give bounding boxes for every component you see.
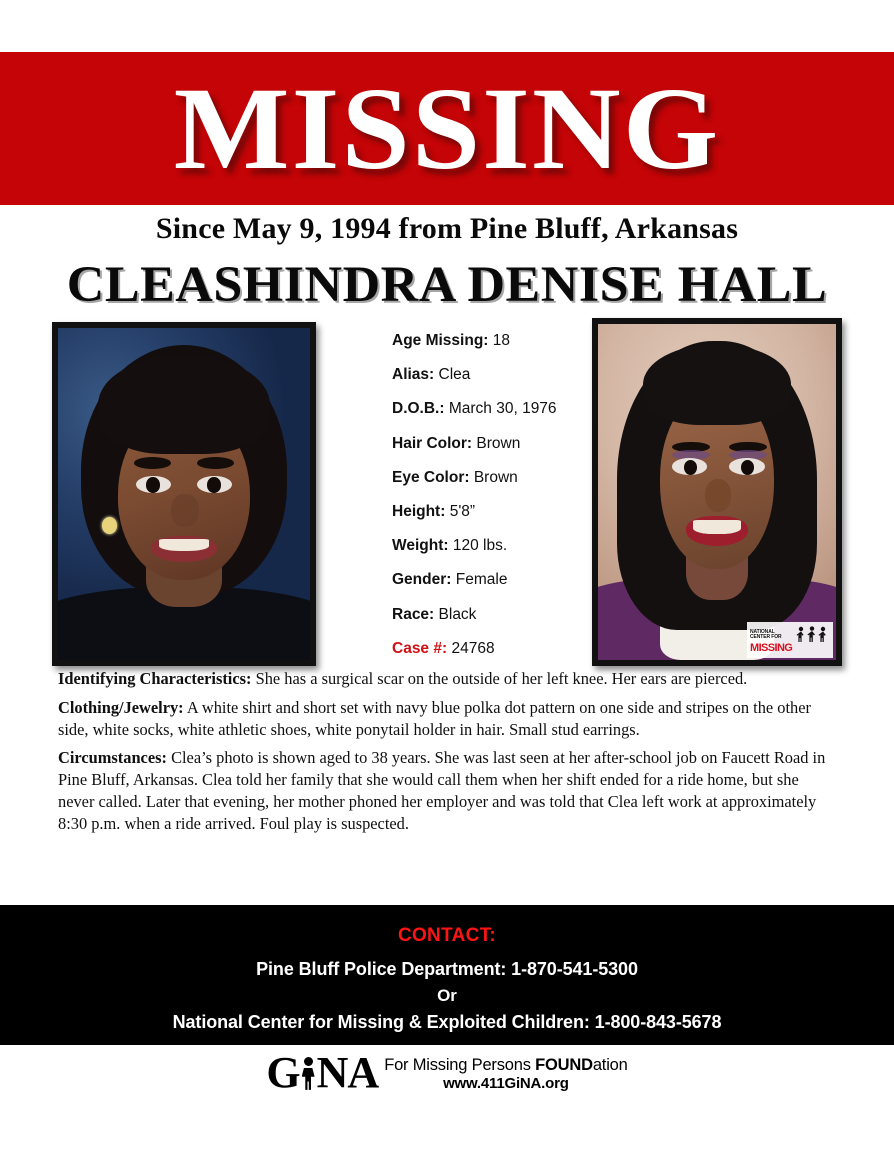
description-block [58,668,838,842]
vitals-label: Weight: [392,537,449,555]
ncmec-watermark-text: NATIONAL CENTER FOR [750,628,782,640]
tagline-plain-2: ation [592,1056,628,1074]
teeth [693,520,741,533]
original-photo [52,322,316,666]
clothing-jewelry-heading: Clothing/Jewelry: [58,697,184,717]
vitals-value: 5'8” [449,502,476,520]
identifying-characteristics-heading: Identifying Characteristics: [58,669,252,688]
left-pupil [684,460,697,475]
vitals-value: March 30, 1976 [448,400,557,418]
person-figure-icon [301,1056,316,1090]
vitals-value: Brown [476,434,521,452]
tagline-plain-1: For Missing Persons [384,1056,536,1074]
identifying-characteristics-paragraph [58,668,838,690]
footer-logo-block [0,1048,894,1097]
missing-since-subtitle: Since May 9, 1994 from Pine Bluff, Arkansas [155,212,739,245]
clothing-jewelry-text: A white shirt and short set with navy blue polka dot pattern on one side and stripes on the other side, white socks, white athletic shoes, white ponytail holder in hair. Small stud earrings. [58,697,811,739]
original-photo-canvas [58,328,310,660]
gina-tagline [384,1056,627,1093]
running-children-icon [796,626,830,643]
earring [102,517,117,534]
right-pupil [207,477,221,492]
tagline-bold: FOUND [535,1056,593,1074]
vitals-label: Age Missing: [392,332,489,349]
contact-secondary-agency[interactable]: National Center for Missing & Exploited Children: 1-800-843-5678 [172,1012,722,1032]
vitals-row-hair-color [392,435,597,453]
vitals-row-case-number [392,640,597,658]
vitals-label: Alias: [392,366,435,384]
vitals-value: 18 [492,332,511,349]
vitals-row-gender [392,571,597,589]
right-pupil [741,460,754,475]
vitals-row-race [392,606,597,624]
vitals-value: Female [455,571,508,589]
age-progressed-photo-canvas [598,324,836,660]
headline-banner [0,52,894,205]
bangs [98,355,269,455]
gina-logo[interactable] [266,1048,628,1097]
headline-text: MISSING [173,62,721,194]
person-figure-head [304,1057,313,1066]
vitals-row-age [392,332,597,350]
case-number-label: Case #: [392,639,448,657]
contact-separator: Or [437,986,457,1005]
circumstances-heading: Circumstances: [58,748,167,768]
gina-website[interactable]: www.411GiNA.org [443,1074,569,1092]
ncmec-watermark-missing: MISSING [750,642,793,654]
vitals-label: Eye Color: [392,468,470,486]
vitals-row-height [392,503,597,521]
vitals-label: Gender: [392,571,452,589]
contact-block [0,905,894,1045]
contact-primary-agency[interactable]: Pine Bluff Police Department: 1-870-541-5300 [256,959,638,979]
vitals-value: Brown [473,468,518,486]
ncmec-watermark-top [750,626,830,643]
circumstances-text: Clea’s photo is shown aged to 38 years. She was last seen at her after-school job on Faucett Road in Pine Bluff, Arkansas. Clea told her family that she would call them when her shift ended for a ride home, but she never called. Later that evening, her mother phoned her employer and was told that Clea left work at approximately 8:30 p.m. when a ride arrived. Foul play is suspected. [58,748,826,833]
hair-part [643,344,791,425]
vitals-value: Black [438,605,477,623]
vitals-row-weight [392,537,597,555]
page-title: CLEASHINDRA DENISE HALL [66,257,828,313]
left-pupil [146,477,160,492]
age-progressed-photo [592,318,842,666]
vitals-list [392,332,597,674]
gina-tagline-line1 [384,1056,627,1075]
ncmec-watermark [747,622,833,658]
contact-heading: CONTACT: [397,925,497,946]
vitals-label: D.O.B.: [392,400,445,418]
nose [705,479,731,513]
vitals-value: 120 lbs. [452,537,508,555]
vitals-label: Hair Color: [392,434,473,452]
vitals-value: Clea [438,366,471,384]
vitals-row-alias [392,366,597,384]
vitals-label: Height: [392,502,446,520]
case-number-value: 24768 [451,639,495,657]
gina-letters-na: NA [316,1048,379,1097]
nose [171,494,199,527]
vitals-row-eye-color [392,469,597,487]
clothing-jewelry-paragraph [58,697,838,741]
gina-wordmark [266,1048,379,1097]
identifying-characteristics-text: She has a surgical scar on the outside of her left knee. Her ears are pierced. [255,669,748,688]
gina-letter-g: G [266,1048,300,1097]
person-figure-body [302,1068,315,1090]
teeth [159,539,209,551]
vitals-label: Race: [392,605,435,623]
circumstances-paragraph [58,747,838,834]
vitals-row-dob [392,400,597,418]
